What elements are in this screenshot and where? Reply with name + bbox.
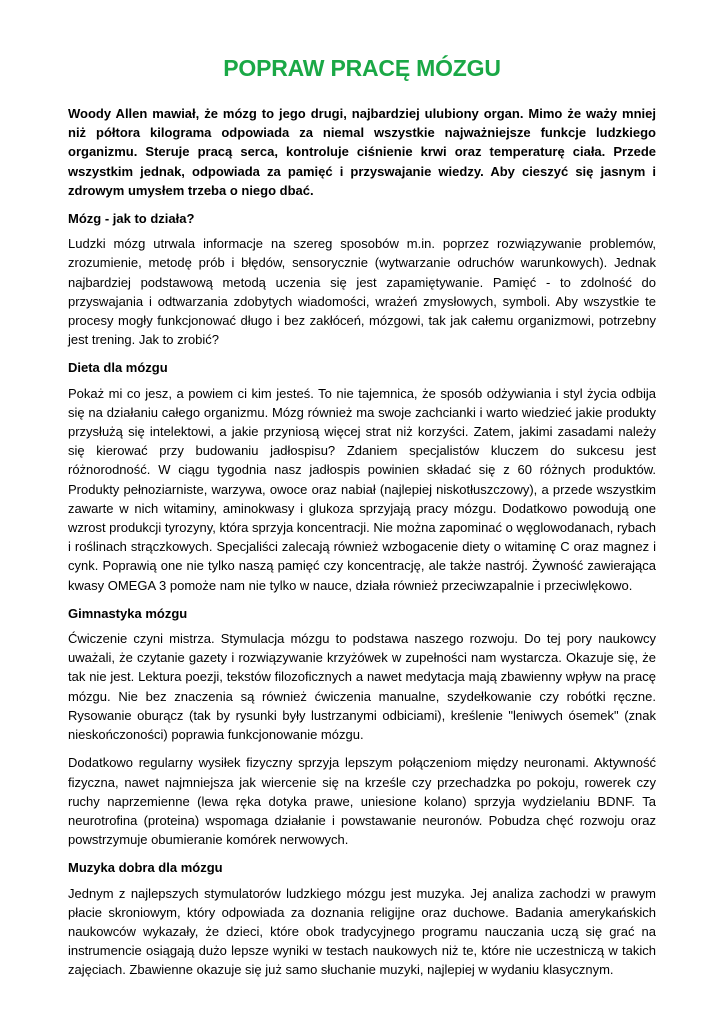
section-paragraph: Ćwiczenie czyni mistrza. Stymulacja mózgu to podstawa naszego rozwoju. Do tej pory naukowcy uważali, że czytanie gazety i rozwiązywanie krzyżówek w zupełności nam wystarcza. Okazuje się, że tak nie jest. Lektura poezji, tekstów filozoficznych a nawet medytacja mają zbawienny wpływ na pracę mózgu. Nie bez znaczenia są również ćwiczenia manualne, szydełkowanie czy robótki ręczne. Rysowanie oburącz (tak by rysunki były lustrzanymi odbiciami), kreślenie "leniwych ósemek" (znak nieskończoności) poprawia funkcjonowanie mózgu. (68, 631, 656, 743)
section-paragraph: Ludzki mózg utrwala informacje na szereg sposobów m.in. poprzez rozwiązywanie problemów, zrozumienie, metodę prób i błędów, sensorycznie (wytwarzanie odruchów warunkowych). Jednak najbardziej podstawową metodą uczenia się jest zapamiętywanie. Pamięć - to zdolność do przyswajania i odtwarzania zdobytych wiadomości, wrażeń zmysłowych, symboli. Aby wszystkie te procesy mogły funkcjonować długo i bez zakłóceń, mózgowi, tak jak całemu organizmowi, potrzebny jest trening. Jak to zrobić? (68, 236, 656, 348)
section-paragraph: Pokaż mi co jesz, a powiem ci kim jesteś. To nie tajemnica, że sposób odżywiania i styl życia odbija się na działaniu całego organizmu. Mózg również ma swoje zachcianki i warto wiedzieć jakie produkty przysłużą się intelektowi, a jakie przyniosą więcej strat niż korzyści. Zatem, jakimi zasadami należy się kierować przy budowaniu jadłospisu? Zdaniem specjalistów kluczem do sukcesu jest różnorodność. W ciągu tygodnia nasz jadłospis powinien składać się z 60 różnych produktów. Produkty pełnoziarniste, warzywa, owoce oraz nabiał (najlepiej niskotłuszczowy), a przede wszystkim zawarte w nich witaminy, aminokwasy i glukoza sprzyjają pracy mózgu. Dodatkowo powodują one wzrost produkcji tyrozyny, która sprzyja koncentracji. Nie można zapominać o węglowodanach, rybach i roślinach strączkowych. Specjaliści zalecają również wzbogacenie diety o witaminę C oraz magnez i cynk. Poprawią one nie tylko naszą pamięć czy koncentrację, ale także nastrój. Żywność zawierająca kwasy OMEGA 3 pomoże nam nie tylko w nauce, działa również przeciwzapalnie i przeciwlękowo. (68, 385, 656, 593)
document-page (68, 52, 656, 989)
section-paragraph: Jednym z najlepszych stymulatorów ludzkiego mózgu jest muzyka. Jej analiza zachodzi w prawym płacie skroniowym, który odpowiada za doznania religijne oraz duchowe. Badania amerykańskich naukowców wykazały, że dzieci, które obok tradycyjnego programu nauczania uczą się grać na instrumencie osiągają dużo lepsze wyniki w testach naukowych niż te, które nie uczestniczą w takich zajęciach. Zbawienne okazuje się już samo słuchanie muzyki, najlepiej w wydaniu klasycznym. (68, 885, 656, 978)
intro-paragraph: Woody Allen mawiał, że mózg to jego drugi, najbardziej ulubiony organ. Mimo że waży mniej niż półtora kilograma odpowiada za niemal wszystkie najważniejsze funkcje ludzkiego organizmu. Steruje pracą serca, kontroluje ciśnienie krwi oraz temperaturę ciała. Przede wszystkim jednak, odpowiada za pamięć i przyswajanie wiedzy. Aby cieszyć się jasnym i zdrowym umysłem trzeba o niego dbać. (68, 106, 656, 198)
section-heading-gymnastics: Gimnastyka mózgu (68, 605, 188, 621)
section-paragraph: Dodatkowo regularny wysiłek fizyczny sprzyja lepszym połączeniom między neuronami. Aktywność fizyczna, nawet najmniejsza jak wiercenie się na krześle czy przechadzka po pokoju, rowerek czy ruchy naprzemienne (lewa ręka dotyka prawe, uniesione kolano) sprzyja wydzielaniu BDNF. Ta neurotrofina (proteina) wspomaga działanie i powstawanie neuronów. Pobudza chęć rozwoju oraz powstrzymuje obumieranie komórek nerwowych. (68, 755, 656, 848)
section-heading-brain-how: Mózg - jak to działa? (68, 211, 195, 227)
document-title: POPRAW PRACĘ MÓZGU (223, 55, 501, 81)
section-heading-diet: Dieta dla mózgu (68, 360, 168, 376)
section-heading-music: Muzyka dobra dla mózgu (68, 860, 223, 876)
